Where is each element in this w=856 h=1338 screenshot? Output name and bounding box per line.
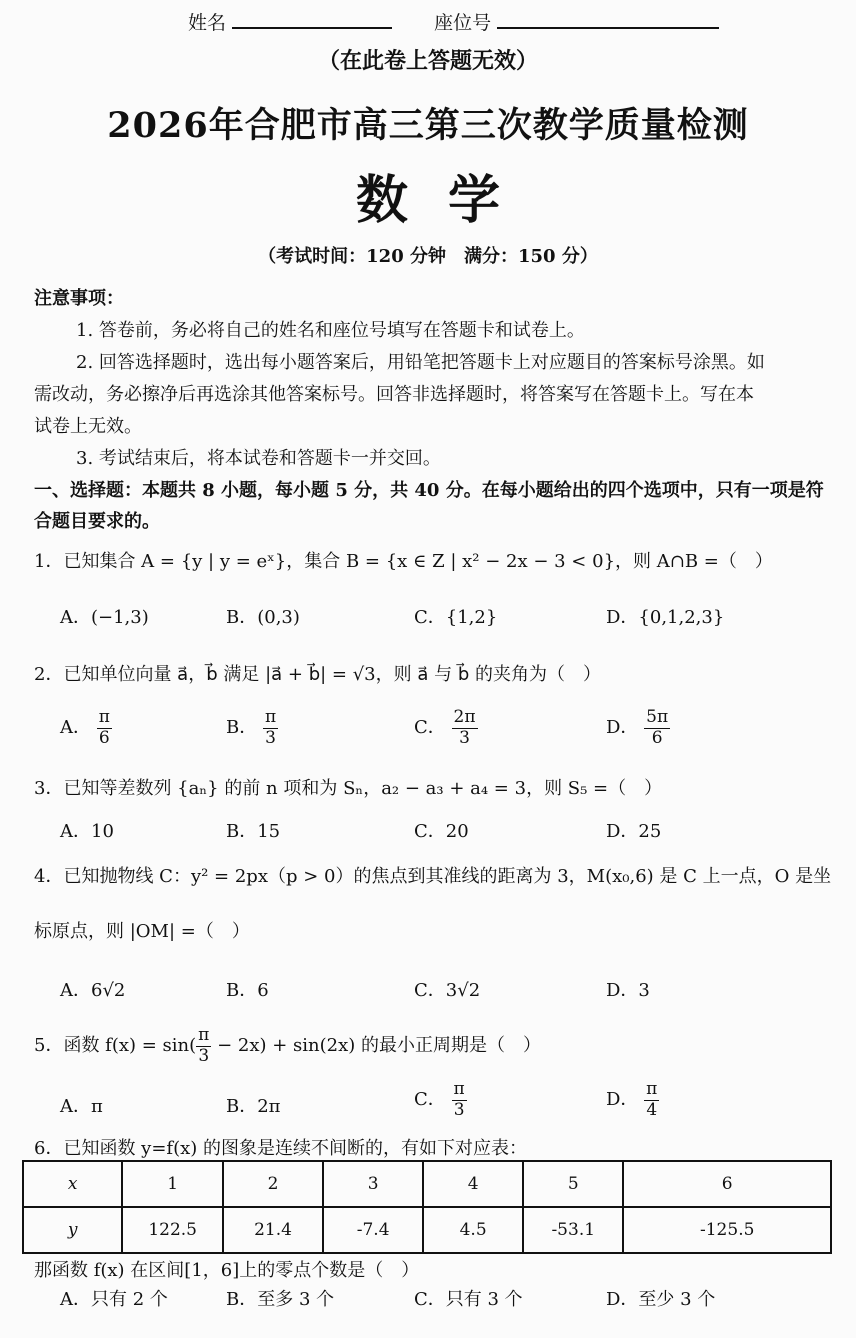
table-cell: 4 [423,1161,523,1207]
q2-option-c-label: C． [414,717,446,739]
q2-option-b-fraction [263,708,278,748]
q5-option-b: B．2π [226,1096,281,1117]
q5-fraction [196,1026,211,1066]
question-3-text: 3．已知等差数列 {aₙ} 的前 n 项和为 Sₙ，a₂ − a₃ + a₄ = 3，则 S₅ =（ ） [34,778,663,799]
instruction-item-3: 3. 考试结束后，将本试卷和答题卡一并交回。 [76,448,441,469]
fraction-numerator: 5π [646,707,669,727]
exam-title: 2026年合肥市高三第三次教学质量检测 [107,105,749,146]
q5-option-c-fraction [452,1080,467,1120]
instructions-heading: 注意事项： [34,288,124,309]
fraction-denominator: 6 [651,727,663,748]
fraction-denominator: 3 [459,727,470,748]
fraction-numerator: π [198,1025,210,1045]
q2-option-a-fraction [97,708,112,748]
instruction-item-2-line2: 需改动，务必擦净后再选涂其他答案标号。回答非选择题时，将答案写在答题卡上。写在本 [34,384,754,405]
q5-option-c [414,1080,467,1120]
q3-option-c: C．20 [414,821,469,842]
q6-option-c: C．只有 3 个 [414,1289,523,1310]
q3-option-d: D．25 [606,821,662,842]
question-2-text: 2．已知单位向量 a⃗，b⃗ 满足 |a⃗ + b⃗| = √3，则 a⃗ 与 b⃗ 的夹角为（ ） [34,664,601,685]
name-blank [232,9,392,29]
question-1-text: 1．已知集合 A = {y | y = eˣ}，集合 B = {x ∈ Z | x² − 2x − 3 < 0}，则 A∩B =（ ） [34,551,773,572]
table-cell: 3 [323,1161,423,1207]
section1-heading-line2: 合题目要求的。 [34,511,160,532]
fraction-denominator: 3 [453,1099,465,1120]
q2-option-b [226,708,278,748]
subject-title: 数学 [355,170,540,231]
fraction-denominator: 3 [265,727,276,748]
q3-option-a: A．10 [60,821,114,842]
q3-option-b: B．15 [226,821,281,842]
q1-option-b: B．(0,3) [226,607,300,628]
q2-option-c [414,708,478,748]
q1-option-a: A．(−1,3) [60,607,149,628]
table-cell: 21.4 [223,1207,323,1253]
question-6-followup: 那函数 f(x) 在区间[1，6]上的零点个数是（ ） [34,1260,420,1281]
question-4-line2: 标原点，则 |OM| =（ ） [34,921,250,942]
q6-option-d: D．至少 3 个 [606,1289,716,1310]
q4-option-b: B．6 [226,980,269,1001]
exam-info: （考试时间：120 分钟 满分：150 分） [258,246,598,267]
q4-option-a: A．6√2 [60,980,126,1001]
table-cell: -53.1 [523,1207,623,1253]
name-seat-row [188,8,719,35]
q1-option-c: C．{1,2} [414,607,498,628]
table-cell: 4.5 [423,1207,523,1253]
fraction-numerator: π [98,707,110,727]
q6-option-b: B．至多 3 个 [226,1289,335,1310]
fraction-numerator: π [453,1079,465,1099]
table-cell: 2 [223,1161,323,1207]
fraction-denominator: 4 [646,1099,658,1120]
q2-option-d [606,708,670,748]
q5-option-a: A．π [60,1096,103,1117]
q6-option-a: A．只有 2 个 [60,1289,168,1310]
seat-blank [497,9,719,29]
q2-option-a [60,708,112,748]
q5-prefix: 5．函数 f(x) = sin( [34,1035,197,1057]
q5-option-c-label: C． [414,1089,446,1111]
q5-option-d-label: D． [606,1089,639,1111]
table-cell: y [23,1207,122,1253]
table-cell: x [23,1161,122,1207]
q2-option-b-label: B． [226,717,258,739]
fraction-numerator: π [646,1079,658,1099]
instruction-item-2-line1: 2. 回答选择题时，选出每小题答案后，用铅笔把答题卡上对应题目的答案标号涂黑。如 [76,352,765,373]
table-cell: -7.4 [323,1207,423,1253]
q2-option-c-fraction [452,708,478,748]
q4-option-d: D．3 [606,980,650,1001]
instruction-item-2-line3: 试卷上无效。 [34,416,142,437]
table-cell: 6 [623,1161,831,1207]
q5-option-d-fraction [644,1080,659,1120]
table-cell: 5 [523,1161,623,1207]
q2-option-d-fraction [644,708,670,748]
q1-option-d: D．{0,1,2,3} [606,607,725,628]
section1-heading-line1: 一、选择题：本题共 8 小题，每小题 5 分，共 40 分。在每小题给出的四个选项中，只有一项是符 [34,480,824,501]
fraction-numerator: π [264,707,277,727]
table-cell: -125.5 [623,1207,831,1253]
table-cell: 1 [122,1161,223,1207]
q2-option-a-label: A． [60,717,91,739]
q5-suffix: − 2x) + sin(2x) 的最小正周期是（ ） [211,1035,541,1057]
value-table [22,1160,832,1254]
q2-option-d-label: D． [606,717,639,739]
q5-option-d [606,1080,659,1120]
fraction-denominator: 6 [98,727,110,748]
question-4-line1: 4．已知抛物线 C：y² = 2px（p > 0）的焦点到其准线的距离为 3，M(x₀,6) 是 C 上一点，O 是坐 [34,866,832,887]
question-6-text: 6．已知函数 y=f(x) 的图象是连续不间断的，有如下对应表： [34,1138,528,1159]
table-cell: 122.5 [122,1207,223,1253]
table-row-y [23,1207,831,1253]
name-label: 姓名 [188,12,227,34]
invalid-notice: （在此卷上答题无效） [317,48,538,74]
fraction-denominator: 3 [198,1045,210,1066]
fraction-numerator: 2π [453,707,476,727]
q4-option-c: C．3√2 [414,980,481,1001]
question-5-text [34,1026,541,1066]
instruction-item-1: 1. 答卷前，务必将自己的姓名和座位号填写在答题卡和试卷上。 [76,320,585,341]
table-row-x [23,1161,831,1207]
seat-label: 座位号 [434,12,492,34]
